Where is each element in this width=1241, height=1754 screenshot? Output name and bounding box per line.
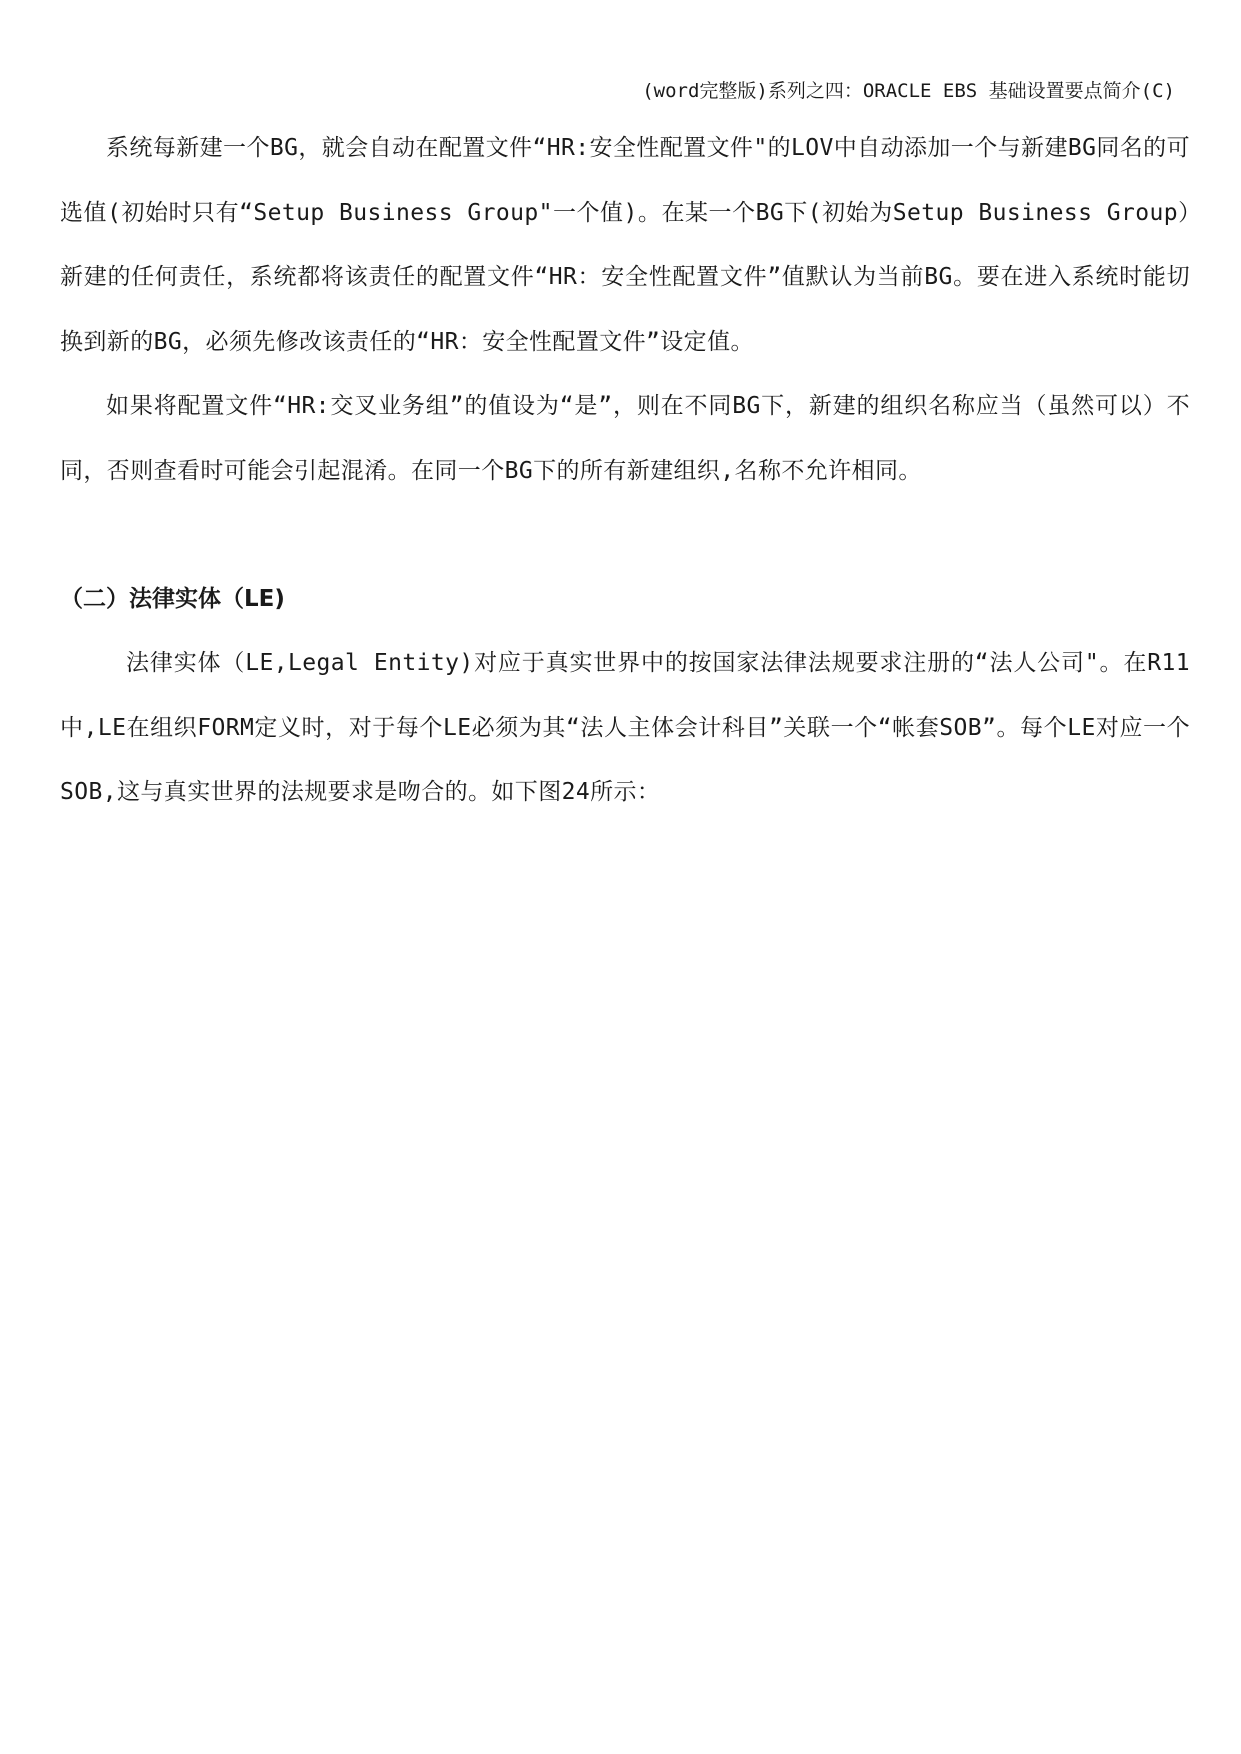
paragraph-legal-entity: 法律实体（LE,Legal Entity)对应于真实世界中的按国家法律法规要求注册的“法人公司"。在R11中,LE在组织FORM定义时，对于每个LE必须为其“法人主体会计科目”关联一个“帐套SOB”。每个LE对应一个SOB,这与真实世界的法规要求是吻合的。如下图24所示： [60, 650, 1190, 805]
paragraph-bg-profile: 系统每新建一个BG，就会自动在配置文件“HR:安全性配置文件"的LOV中自动添加一个与新建BG同名的可选值(初始时只有“Setup Business Group"一个值)。在某一个BG下(初始为Setup Business Group）新建的任何责任，系统都将该责任的配置文件“HR：安全性配置文件”值默认为当前BG。要在进入系统时能切换到新的BG，必须先修改该责任的“HR：安全性配置文件”设定值。 [60, 135, 1190, 355]
paragraph-cross-business-group: 如果将配置文件“HR:交叉业务组”的值设为“是”，则在不同BG下，新建的组织名称应当（虽然可以）不同，否则查看时可能会引起混淆。在同一个BG下的所有新建组织,名称不允许相同。 [60, 393, 1190, 484]
section-heading-legal-entity: （二）法律实体（LE) [60, 586, 285, 612]
page-header: (word完整版)系列之四：ORACLE EBS 基础设置要点简介(C) [642, 80, 1175, 102]
document-body [60, 116, 1190, 825]
